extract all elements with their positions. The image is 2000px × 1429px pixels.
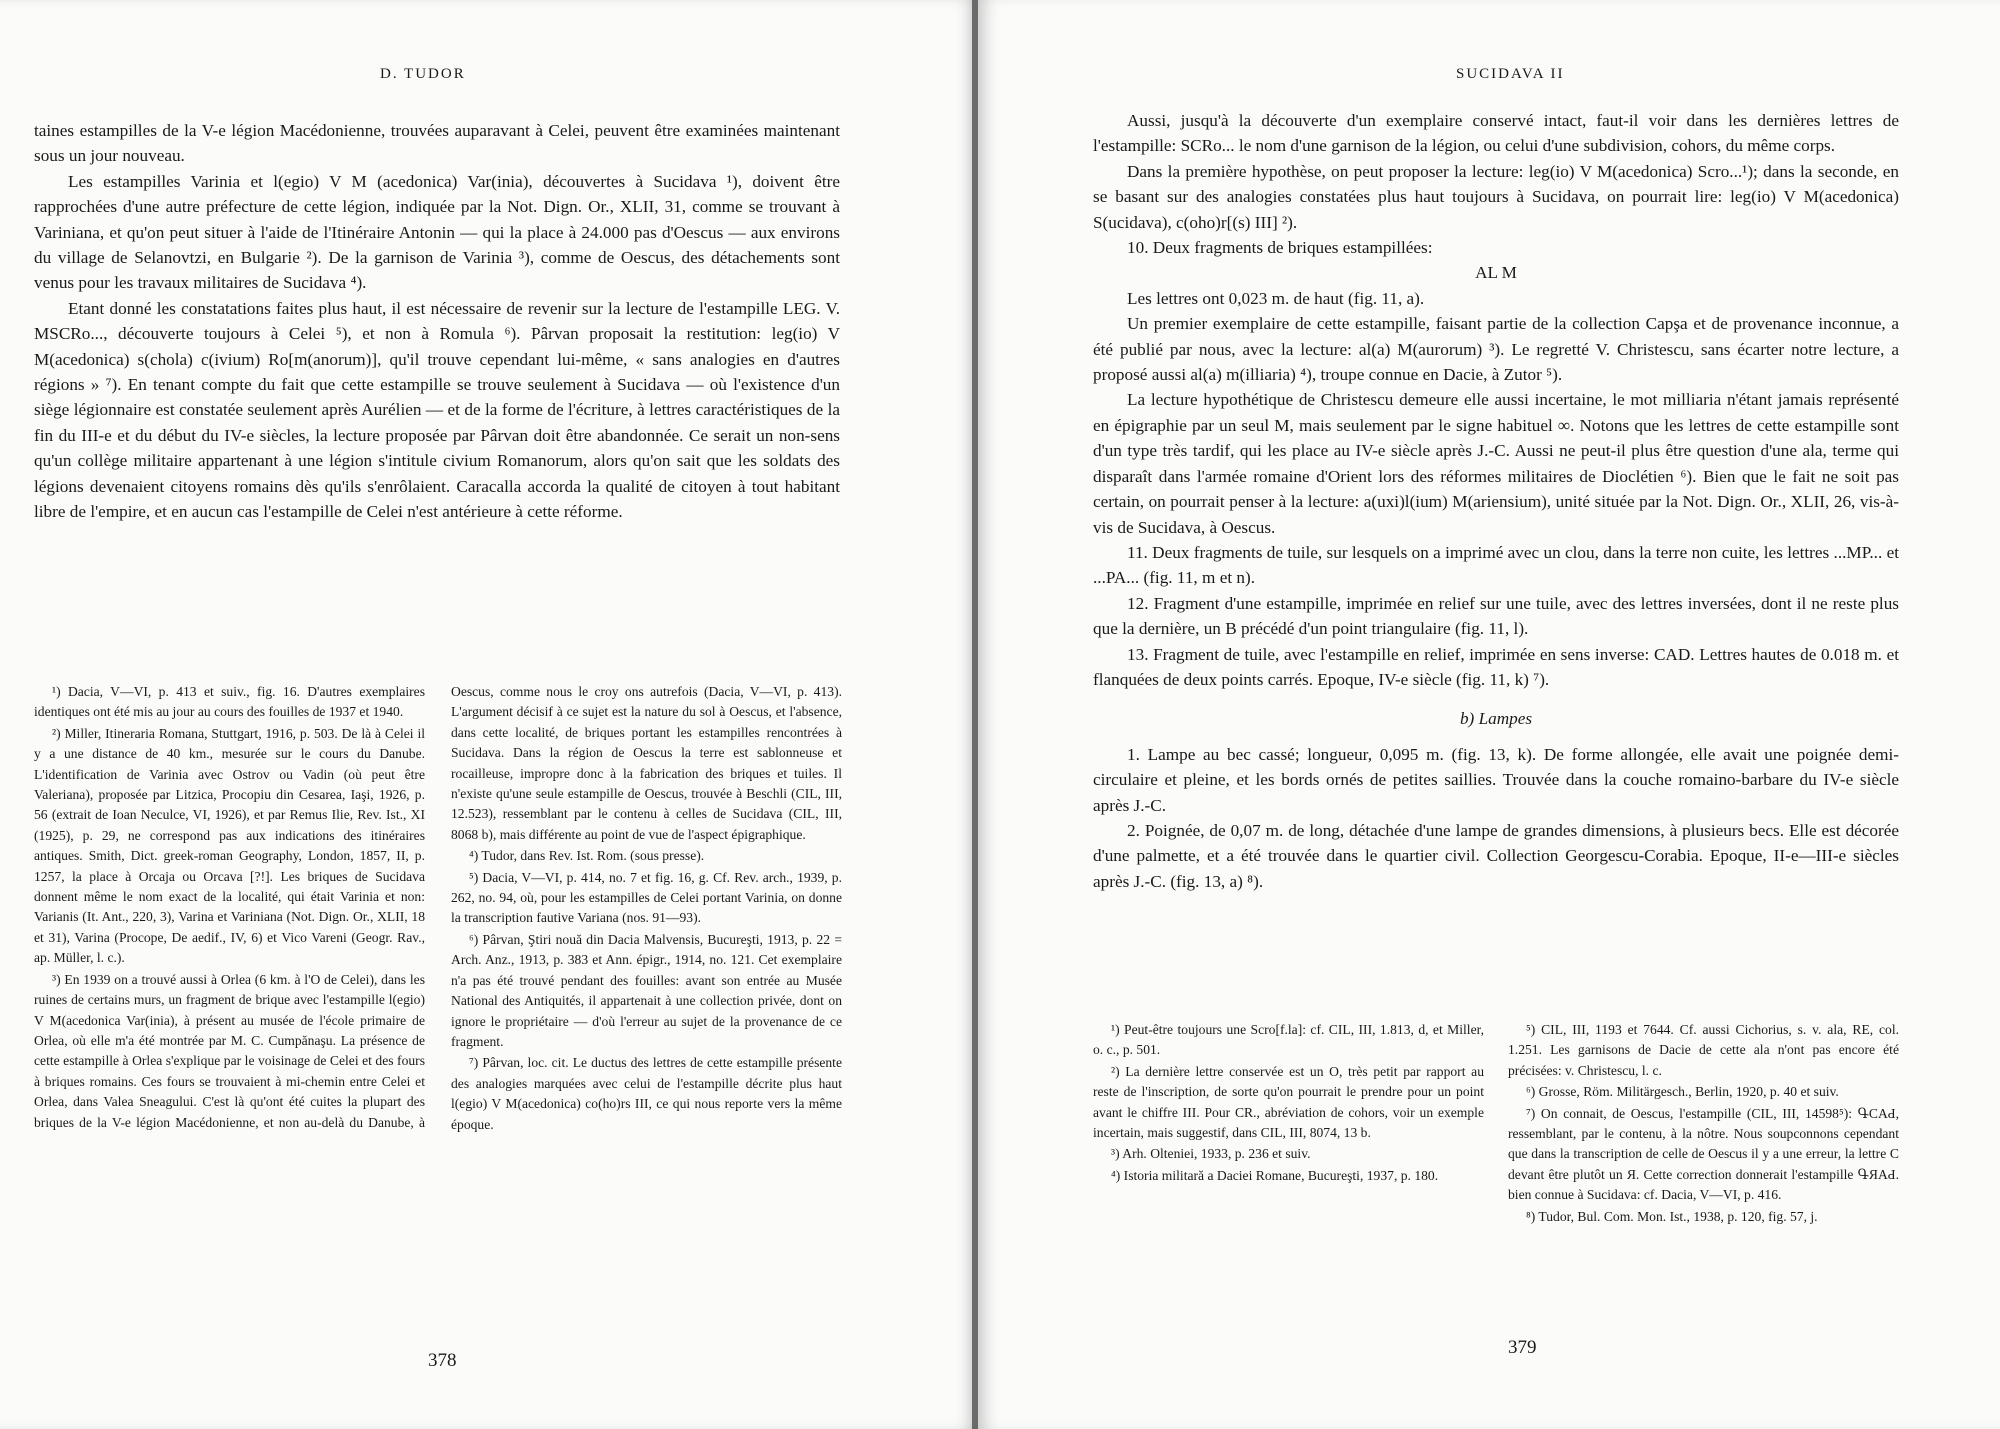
paragraph: 12. Fragment d'une estampille, imprimée en relief sur une tuile, avec des lettres inversées, dont il ne reste plus que la dernière, un B précédé d'un point triangulaire (fig. 11, l). [1093, 593, 1899, 639]
right-page [978, 0, 2000, 1429]
paragraph: Aussi, jusqu'à la découverte d'un exemplaire conservé intact, faut-il voir dans les dernières lettres de l'estampille: SCRo... le nom d'une garnison de la légion, ou celui d'une subdivision, cohors, du même corps. [1093, 111, 1899, 156]
paragraph: La lecture hypothétique de Christescu demeure elle aussi incertaine, le mot milliaria n'étant jamais représenté en épigraphie par un seul M, mais seulement par le signe habituel ∞. Notons que les lettres de cette estampille sont d'un type très tardif, qui les place au IV-e siècle après J.-C. Aussi ne peut-il plus être question d'une ala, terme qui disparaît dans l'armée romaine d'Orient lors des réformes militaires de Dioclétien ⁶). Bien que le fait ne soit pas certain, on pourrait penser à la lecture: a(uxi)l(ium) M(ariensium), unité située par la Not. Dign. Or., XLII, 26, vis-à-vis de Sucidava, à Oescus. [1093, 390, 1899, 537]
footnotes [1093, 1020, 1899, 1227]
main-text [1093, 108, 1899, 894]
paragraph: 1. Lampe au bec cassé; longueur, 0,095 m. (fig. 13, k). De forme allongée, elle avait une poignée demi-circulaire et pleine, et les bords ornés de petites saillies. Trouvée dans la couche romaino-barbare du IV-e siècle après J.-C. [1093, 744, 1899, 815]
running-header: D. TUDOR [380, 66, 466, 82]
main-text [34, 118, 840, 525]
section-heading: b) Lampes [1459, 709, 1533, 729]
paragraph: Un premier exemplaire de cette estampille, faisant partie de la collection Capşa et de provenance inconnue, a été publié par nous, avec la lecture: al(a) M(aurorum) ³). Le regretté V. Christescu, sans écarter notre lecture, a proposé aussi al(a) m(illiaria) ⁴), troupe connue en Dacie, à Zutor ⁵). [1093, 314, 1899, 385]
footnote: ³) Arh. Olteniei, 1933, p. 236 et suiv. [1111, 1146, 1311, 1162]
footnote: ¹) Dacia, V—VI, p. 413 et suiv., fig. 16. D'autres exemplaires identiques ont été mis au jour au cours des fouilles de 1937 et 1940. [34, 684, 425, 720]
footnote: ⁸) Tudor, Bul. Com. Mon. Ist., 1938, p. 120, fig. 57, j. [1526, 1208, 1818, 1224]
paragraph: Les lettres ont 0,023 m. de haut (fig. 11, a). [1127, 288, 1425, 308]
footnote: ²) Miller, Itineraria Romana, Stuttgart, 1916, p. 503. De là à Celei il y a une distance de 40 km., mesurée sur le cours du Danube. L'identification de Varinia avec Ostrov ou Vadin (où peut être Valeriana), proposée par Litzica, Procopiu din Cesarea, Iaşi, 1926, p. 56 (extrait de Ioan Neculce, VI, 1926), et par Remus Ilie, Rev. Ist., XI (1925), p. 29, ne correspond pas aux indications des itinéraires antiques. Smith, Dict. greek-roman Geography, London, 1857, II, p. 1257, la place à Orcaja ou Orcava [?!]. Les briques de Sucidava donnent même le nom exact de la localité, qui était Varinia et non: Varianis (It. Ant., 220, 3), Varina et Variniana (Not. Dign. Or., XLII, 18 et 31), Varina (Procope, De aedif., IV, 6) et Vico Vareni (Geogr. Rav., ap. Müller, l. c.). [34, 725, 425, 966]
paragraph: 11. Deux fragments de tuile, sur lesquels on a imprimé avec un clou, dans la terre non cuite, les lettres ...MP... et ...PA... (fig. 11, m et n). [1093, 542, 1899, 588]
stamp-inscription: AL M [1475, 263, 1517, 283]
page-number: 379 [1508, 1337, 1537, 1358]
footnote: ⁴) Istoria militară a Daciei Romane, Bucureşti, 1937, p. 180. [1111, 1167, 1439, 1183]
footnote: ⁴) Tudor, dans Rev. Ist. Rom. (sous presse). [469, 848, 705, 864]
paragraph: 10. Deux fragments de briques estampillées: [1127, 238, 1433, 258]
paragraph: 2. Poignée, de 0,07 m. de long, détachée d'une lampe de grandes dimensions, à plusieurs becs. Elle est décorée d'une palmette, et a été trouvée dans le quartier civil. Collection Georgescu-Corabia. Epoque, II-e—III-e siècles après J.-C. (fig. 13, a) ⁸). [1093, 820, 1899, 891]
footnote: ⁵) Dacia, V—VI, p. 414, no. 7 et fig. 16, g. Cf. Rev. arch., 1939, p. 262, no. 94, où, pour les estampilles de Celei portant Varinia, on donne la transcription fautive Variana (nos. 91—93). [451, 869, 842, 926]
footnote: ³) En 1939 on a trouvé aussi à Orlea (6 km. à l'O de Celei), dans les ruines de certains murs, un fragment de brique avec l'estampille l(egio) V M(acedonica Var(inia), à présent au musée de l'école primaire de Orlea, où elle m'a été montrée par M. C. Cumpănaşu. La présence de cette estampille à Orlea s'explique par le voisinage de Celei et des fours à briques romains. Ces fours se trouvaient à mi-chemin entre Celei et Orlea, dans Valea Sneagului. C'est là qu'ont été cuites la plupart des briques de la V-e légion Macédonienne, et non au-delà du Danube, à Oescus, comme nous le croy ons autrefois (Dacia, V—VI, p. 413). L'argument décisif à ce sujet est la nature du sol à Oescus, et l'absence, dans cette localité, de briques portant les estampilles rencontrées à Sucidava. Dans la région de Oescus la terre est sablonneuse et rocailleuse, impropre donc à la fabrication des briques et tuiles. Il n'existe qu'une seule estampille de Oescus, trouvée à Beschli (CIL, III, 12.523), ressemblant par le contenu à celles de Sucidava (CIL, III, 8068 b), mais différente au point de vue de l'aspect épigraphique. [34, 684, 842, 1130]
running-header: SUCIDAVA II [1456, 66, 1565, 82]
left-page [0, 0, 978, 1429]
paragraph: Les estampilles Varinia et l(egio) V M (acedonica) Var(inia), découvertes à Sucidava ¹), doivent être rapprochées d'une autre préfecture de cette légion, indiquée par la Not. Dign. Or., XLII, 31, comme se trouvant à Variniana, et qu'on peut situer à l'aide de l'Itinéraire Antonin — qui la place à 24.000 pas d'Oescus — aux environs du village de Selanovtzi, en Bulgarie ²). De la garnison de Varinia ³), comme de Oescus, des détachements sont venus pour les travaux militaires de Sucidava ⁴). [34, 171, 840, 293]
footnote: ⁶) Pârvan, Ştiri nouă din Dacia Malvensis, Bucureşti, 1913, p. 22 = Arch. Anz., 1913, p. 383 et Ann. épigr., 1914, no. 121. Cet exemplaire n'a pas été trouvé pendant des fouilles: avant son entrée au Musée National des Antiquités, il appartenait à une collection privée, dont on ignore le propriétaire — d'où l'erreur au sujet de la provenance de ce fragment. [451, 931, 842, 1049]
footnote: ⁵) CIL, III, 1193 et 7644. Cf. aussi Cichorius, s. v. ala, RE, col. 1.251. Les garnisons de Dacie de cette ala n'ont pas encore été précisées: v. Christescu, l. c. [1508, 1022, 1899, 1078]
paragraph: Dans la première hypothèse, on peut proposer la lecture: leg(io) V M(acedonica) Scro...¹); dans la seconde, en se basant sur des analogies constatées plus haut toujours à Sucidava, on pourrait lire: leg(io) V M(acedonica) S(ucidava), c(oho)r[(s) III] ²). [1093, 161, 1899, 232]
page-number: 378 [428, 1350, 457, 1371]
footnote: ²) La dernière lettre conservée est un O, très petit par rapport au reste de l'inscription, de sorte qu'on pourrait le prendre pour un point avant le chiffre III. Pour CR., abréviation de cohors, voir un exemple incertain, mais suggestif, dans CIL, III, 8074, 13 b. [1093, 1063, 1484, 1141]
paragraph: Etant donné les constatations faites plus haut, il est nécessaire de revenir sur la lecture de l'estampille LEG. V. MSCRo..., découverte toujours à Celei ⁵), et non à Romula ⁶). Pârvan proposait la restitution: leg(io) V M(acedonica) s(chola) c(ivium) Ro[m(anorum)], qu'il trouve cependant lui-même, « sans analogies en d'autres régions » ⁷). En tenant compte du fait que cette estampille se trouve seulement à Sucidava — où l'existence d'un siège légionnaire est constatée seulement après Aurélien — et de la forme de l'écriture, à lettres caractéristiques de la fin du III-e et du début du IV-e siècles, la lecture proposée par Pârvan doit être abandonnée. Ce serait un non-sens qu'un collège militaire appartenant à une légion s'intitule civium Romanorum, alors qu'on sait que les soldats des légions devenaient citoyens romains dès qu'ils s'enrôlaient. Caracalla accorda la qualité de citoyen à tout habitant libre de l'empire, et en aucun cas l'estampille de Celei n'est antérieure à cette réforme. [34, 298, 840, 522]
footnote: ⁷) Pârvan, loc. cit. Le ductus des lettres de cette estampille présente des analogies marquées avec celui de l'estampille décrite plus haut l(egio) V M(acedonica) co(ho)rs III, ce qui nous reporte vers la même époque. [451, 1055, 842, 1132]
paragraph: 13. Fragment de tuile, avec l'estampille en relief, imprimée en sens inverse: CAD. Lettres hautes de 0.018 m. et flanquées de deux points carrés. Epoque, IV-e siècle (fig. 11, k) ⁷). [1093, 644, 1899, 689]
footnote: ⁶) Grosse, Röm. Militärgesch., Berlin, 1920, p. 40 et suiv. [1526, 1084, 1839, 1100]
footnotes [34, 682, 842, 1135]
paragraph: taines estampilles de la V-e légion Macédonienne, trouvées auparavant à Celei, peuvent être examinées maintenant sous un jour nouveau. [34, 121, 840, 166]
footnote: ⁷) On connait, de Oescus, l'estampille (CIL, III, 14598⁵): ԳCAԀ, ressemblant, par le contenu, à la nôtre. Nous soupconnons cependant que dans la transcription de celle de Oescus il y a une erreur, la lettre C devant être plutôt un Я. Cette correction donnerait l'estampille ԳЯAԀ. bien connue à Sucidava: cf. Dacia, V—VI, p. 416. [1508, 1105, 1899, 1203]
footnote: ¹) Peut-être toujours une Scro[f.la]: cf. CIL, III, 1.813, d, et Miller, o. c., p. 501. [1093, 1022, 1484, 1058]
